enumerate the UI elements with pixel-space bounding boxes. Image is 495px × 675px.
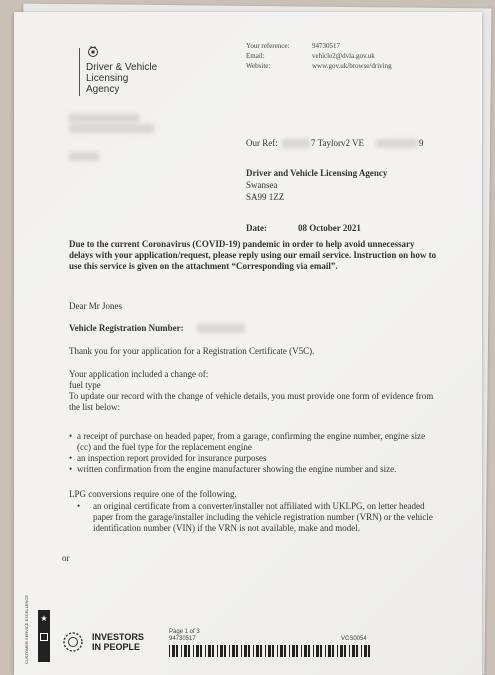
barcode-bar <box>356 645 358 657</box>
barcode-bar <box>328 645 331 657</box>
barcode-bar <box>236 645 238 657</box>
barcode-bar <box>172 645 175 657</box>
barcode-bar <box>241 645 242 657</box>
barcode-bar <box>184 645 187 657</box>
barcode-bar <box>265 645 266 657</box>
evidence-item: • written confirmation from the engine manufacturer showing the engine number and size. <box>69 464 429 475</box>
barcode-bar <box>200 645 202 657</box>
vrn-redacted <box>197 324 245 333</box>
barcode-bar <box>224 645 226 657</box>
barcode-bar <box>284 645 286 657</box>
barcode-bar <box>337 645 338 657</box>
barcode-bar <box>296 645 298 657</box>
lpg-intro: LPG conversions require one of the following. <box>69 489 237 499</box>
change-intro: Your application included a change of: <box>69 369 209 379</box>
cse-label: CUSTOMER SERVICE EXCELLENCE <box>24 595 29 664</box>
page-number: Page 1 of 3 <box>169 629 200 635</box>
barcode-bar <box>277 645 278 657</box>
barcode-bar <box>361 645 362 657</box>
barcode-bar <box>308 645 310 657</box>
barcode-bar <box>344 645 346 657</box>
letterhead-rule <box>79 48 80 96</box>
date-value: 08 October 2021 <box>298 223 361 233</box>
barcode-bar <box>325 645 326 657</box>
iip-line-2: IN PEOPLE <box>92 642 141 652</box>
barcode-bar <box>316 645 319 657</box>
barcode-bar <box>244 645 247 657</box>
barcode-bar <box>253 645 254 657</box>
or-text: or <box>62 553 70 563</box>
email-value: vehicle2@dvla.gov.uk <box>312 52 375 60</box>
update-instruction: To update our record with the change of vehicle details, you must provide one form of evidence from the list below: <box>69 391 434 412</box>
barcode-bar <box>256 645 259 657</box>
change-item: fuel type <box>69 380 101 390</box>
barcode-bar <box>181 645 182 657</box>
barcode-bar <box>229 645 230 657</box>
barcode-bar <box>304 645 307 657</box>
barcode-bar <box>232 645 235 657</box>
iip-line-1: INVESTORS <box>92 632 144 642</box>
barcode-bar <box>208 645 211 657</box>
cse-logo-icon: ★ <box>38 610 50 662</box>
evidence-item: • an inspection report provided for insurance purposes <box>69 453 429 464</box>
barcode-bar <box>268 645 271 657</box>
barcode-bar <box>320 645 322 657</box>
website-label: Website: <box>246 62 271 70</box>
barcode-bar <box>248 645 250 657</box>
our-ref-end: 9 <box>419 138 424 148</box>
barcode-bar <box>289 645 290 657</box>
date-label: Date: <box>246 223 267 233</box>
barcode-bar <box>352 645 355 657</box>
dept-name-line-1: Driver & Vehicle <box>86 62 158 73</box>
our-ref-redacted-2 <box>376 139 418 148</box>
investors-in-people-logo-icon <box>61 630 85 654</box>
dept-name-line-3: Agency <box>86 84 120 95</box>
agency-address-line-2: Swansea <box>246 180 278 190</box>
lpg-list <box>69 501 439 534</box>
salutation: Dear Mr Jones <box>69 301 122 311</box>
our-ref-middle: 7 Taylorv2 VE <box>311 138 365 148</box>
agency-address-line-1: Driver and Vehicle Licensing Agency <box>246 168 388 178</box>
royal-crest-icon <box>86 45 100 59</box>
evidence-list <box>69 431 429 475</box>
barcode-bar <box>260 645 262 657</box>
vrn-label: Vehicle Registration Number: <box>69 323 184 333</box>
recipient-postcode-redacted <box>69 152 99 161</box>
recipient-name-redacted <box>69 114 139 123</box>
our-ref-label: Our Ref: <box>246 138 278 148</box>
recipient-address-redacted <box>69 124 154 133</box>
form-code: VCS0054 <box>341 636 367 642</box>
covid-notice: Due to the current Coronavirus (COVID-19) pandemic in order to help avoid unnecessary delays with your application/request, please reply using our email service. Instruction on how to use this service is given on the attachment “Corresponding via email”. <box>69 239 437 271</box>
thanks-line: Thank you for your application for a Registration Certificate (V5C). <box>69 346 315 356</box>
lpg-item: • an original certificate from a converter/installer not affiliated with UKLPG, on letter headed paper from the garage/installer including the vehicle registration number (VRN) or the vehicle identification number (VIN) if the VRN is not available, make and model. <box>69 501 439 534</box>
barcode-bar <box>169 645 170 657</box>
barcode-bar <box>193 645 194 657</box>
barcode-bar <box>340 645 343 657</box>
barcode-bar <box>280 645 283 657</box>
email-label: Email: <box>246 52 265 60</box>
barcode-bar <box>349 645 350 657</box>
barcode-bar <box>364 645 367 657</box>
footer-reference: 94730517 <box>169 636 196 642</box>
barcode-bar <box>217 645 218 657</box>
letter-page <box>14 12 482 675</box>
barcode-bar <box>301 645 302 657</box>
barcode-bar <box>272 645 274 657</box>
barcode-bar <box>196 645 199 657</box>
barcode-bar <box>313 645 314 657</box>
barcode-bar <box>220 645 223 657</box>
barcode-bar <box>332 645 334 657</box>
agency-address-line-3: SA99 1ZZ <box>246 192 285 202</box>
barcode-bar <box>205 645 206 657</box>
barcode-bar <box>212 645 214 657</box>
barcode-bar <box>292 645 295 657</box>
reference-label: Your reference: <box>246 42 290 50</box>
barcode-bar <box>368 645 370 657</box>
barcode <box>169 645 374 657</box>
dept-name-line-2: Licensing <box>86 73 129 84</box>
reference-value: 94730517 <box>312 42 340 50</box>
barcode-bar <box>188 645 190 657</box>
our-ref-redacted-1 <box>282 139 310 148</box>
website-value: www.gov.uk/browse/driving <box>312 62 392 70</box>
barcode-bar <box>176 645 178 657</box>
evidence-item: • a receipt of purchase on headed paper, from a garage, confirming the engine number, engine size (cc) and the fuel type for the replacement engine <box>69 431 429 453</box>
